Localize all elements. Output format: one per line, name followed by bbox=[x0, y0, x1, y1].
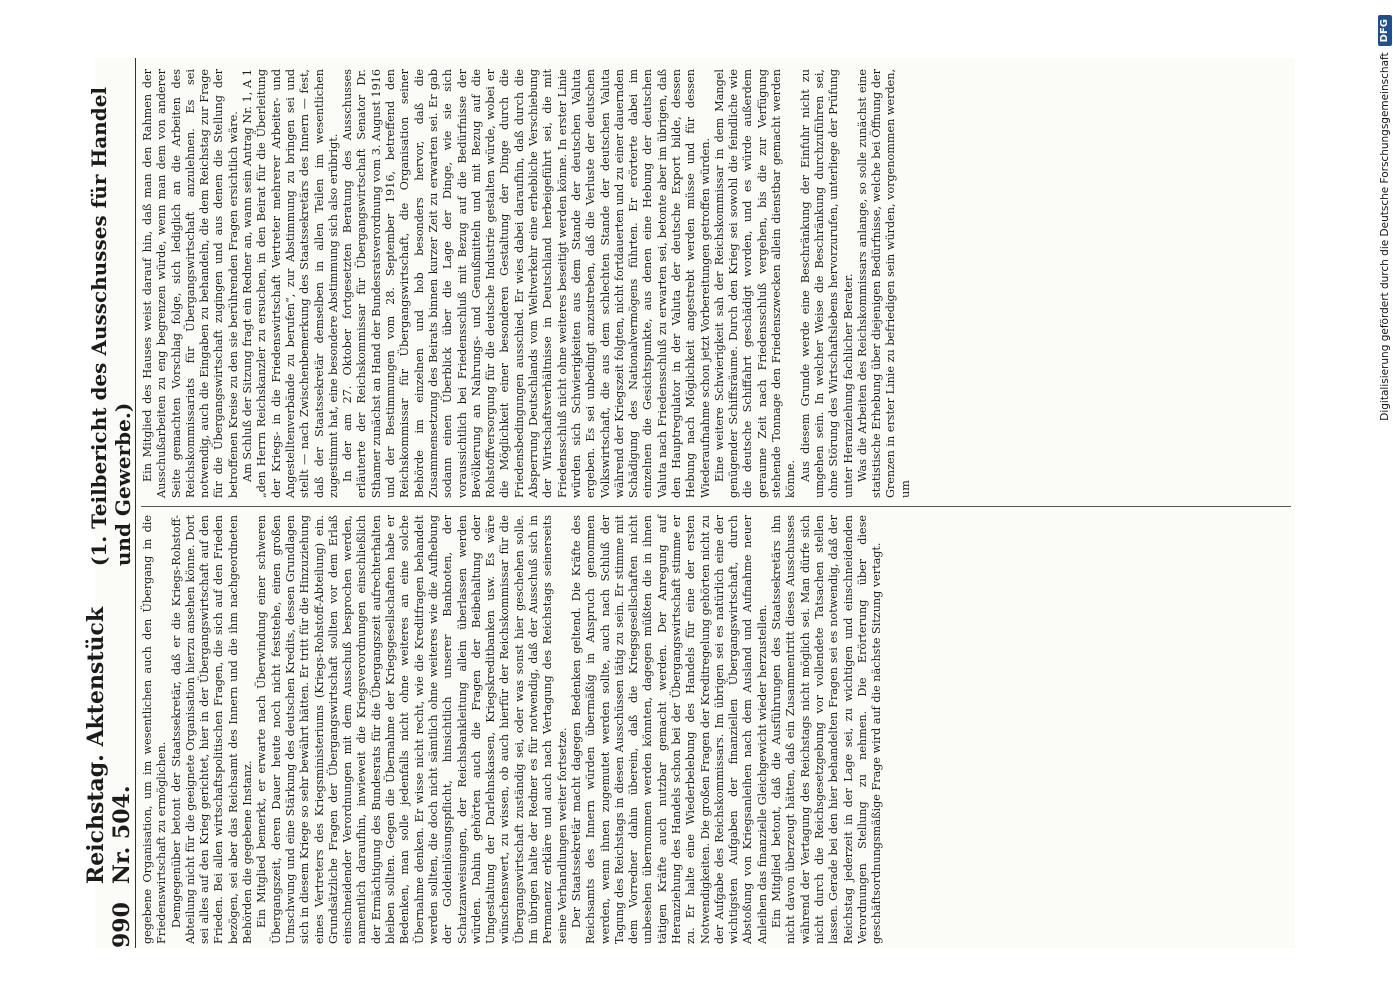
paragraph: Aus diesem Grunde werde eine Beschränkung der Einfuhr nicht zu umgehen sein. In welcher Weise die Beschränkung durchzuführen sei, ohne Störung des Wirtschaftslebens hervorzurufen, unterliege der Prüfung unter Heranziehung fachlicher Berater. bbox=[798, 69, 855, 498]
journal-title: Reichstag. Aktenstück Nr. 504. bbox=[83, 606, 135, 885]
column-divider bbox=[141, 506, 1291, 507]
rotated-document-page bbox=[83, 58, 1295, 948]
paragraph: Was die Arbeiten des Reichskommissars anlange, so solle zunächst eine statistische Erhebung über diejenigen Bedürfnisse, welche bei Öffnung der Grenzen in erster Linie zu befriedigen sein würden, vorgenommen werden, um bbox=[855, 69, 912, 498]
paragraph: Ein Mitglied bemerkt, er erwarte nach Überwindung einer schweren Übergangszeit, deren Dauer heute noch nicht feststehe, einen großen Umschwung und eine Stärkung des deutschen Kredits, dessen Grundlagen sich in diesem Kriege so sehr bewährt hätten. Er tritt für die Hinzuziehung eines Vertreters des Kriegsministeriums (Kriegs-Rohstoff-Abteilung) ein. Grundsätzliche Fragen der Übergangswirtschaft sollten vor dem Erlaß einschneidender Verordnungen mit dem Ausschuß besprochen werden, namentlich daraufhin, inwieweit die Kriegsverordnungen einschließlich der Ermächtigung des Bundesrats für die Übergangszeit aufrechterhalten bleiben sollten. Gegen die Übernahme der Kriegsgesellschaften habe er Bedenken, man solle jedenfalls nicht ohne weiteres an eine solche Übernahme denken. Er wisse nicht recht, wie die Kreditfragen behandelt werden sollten, die doch nicht sämtlich ohne weiteres wie die Aufhebung der Goldeinlösungspflicht, hinsichtlich unserer Banknoten, der Schatzanweisungen, der Reichsbankleitung allein überlassen werden würden. Dahin gehörten auch die Fragen der Beibehaltung oder Umgestaltung der Darlehnskassen, Kriegskreditbanken usw. Es wäre wünschenswert, zu wissen, ob auch hierfür der Reichskommissar für die Übergangswirtschaft zuständig sei, oder was sonst hier geschehen solle. Im übrigen halte der Redner es für notwendig, daß der Ausschuß sich in Permanenz erkläre und auch nach Vertagung des Reichstags seinerseits seine Verhandlungen weiter fortsetze. bbox=[255, 515, 569, 944]
left-column bbox=[141, 511, 1291, 948]
page-number: 990 bbox=[109, 902, 135, 948]
paragraph: Der Staatssekretär macht dagegen Bedenken geltend. Die Kräfte des Reichsamts des Innern würden übermäßig in Anspruch genommen werden, wenn ihnen zugemutet werden sollte, auch nach Schluß der Tagung des Reichstags in diesen Ausschüssen tätig zu sein. Er stimme mit dem Vorredner dahin überein, daß die Kriegsgesellschaften nicht unbesehen übernommen werden könnten, dagegen müßten die in ihnen tätigen Kräfte auch nutzbar gemacht werden. Der Anregung auf Heranziehung des Handels schon bei der Übergangswirtschaft stimme er zu. Er halte eine Wiederbelebung des Handels für eine der ersten Notwendigkeiten. Die großen Fragen der Kreditregelung gehörten nicht zu der Aufgabe des Reichskommissars. Im übrigen sei es natürlich eine der wichtigsten Aufgaben der finanziellen Übergangswirtschaft, durch Abstoßung von Kriegsanleihen nach dem Ausland und Aufnahme neuer Anleihen das finanzielle Gleichgewicht wieder herzustellen. bbox=[569, 515, 769, 944]
text-columns bbox=[141, 58, 1291, 948]
paragraph: In der am 27. Oktober fortgesetzten Beratung des Ausschusses erläuterte der Reichskommissar für Übergangswirtschaft Senator Dr. Sthamer zunächst an Hand der Bundesratsverordnung vom 3. August 1916 und der Bestimmungen vom 28. September 1916, betreffend den Reichskommissar für Übergangswirtschaft, die Organisation seiner Behörde im einzelnen und hob besonders hervor, daß die Zusammensetzung des Beirats binnen kurzer Zeit zu erwarten sei. Er gab sodann einen Überblick über die Lage der Dinge, wie sie sich voraussichtlich bei Friedensschluß mit Bezug auf die Bedürfnisse der Bevölkerung an Nahrungs- und Genußmitteln und mit Bezug auf die Rohstoffversorgung für die deutsche Industrie gestalten würde, wobei er die Möglichkeit einer besonderen Gestaltung der Dinge durch die Friedensbedingungen ausschied. Er wies dabei daraufhin, daß durch die Absperrung Deutschlands vom Weltverkehr eine erhebliche Verschiebung der Wirtschaftsverhältnisse in Deutschland herbeigeführt sei, die mit Friedensschluß nicht ohne weiteres beseitigt werden könne. In erster Linie würden sich Schwierigkeiten aus dem Stande der deutschen Valuta ergeben. Es sei unbedingt anzustreben, daß die Verluste der deutschen Volkswirtschaft, die aus dem schlechten Stande der deutschen Valuta während der Kriegszeit folgten, nicht fortdauerten und zu einer dauernden Schädigung des Nationalvermögens führten. Er erörterte dabei im einzelnen die Gesichtspunkte, aus denen eine Hebung der deutschen Valuta nach Friedensschluß zu erwarten sei, betonte aber im übrigen, daß den Hauptregulator in der Valuta der deutsche Export bilde, dessen Hebung nach Möglichkeit angestrebt werden müsse und für dessen Wiederaufnahme schon jetzt Vorbereitungen getroffen würden. bbox=[341, 69, 712, 498]
paragraph: Demgegenüber betont der Staatssekretär, daß er die Kriegs-Rohstoff-Abteilung nicht für die geeignete Organisation hierzu ansehen könne. Dort sei alles auf den Krieg gerichtet, hier in der Übergangswirtschaft auf den Frieden. Bei allen wirtschaftspolitischen Fragen, die sich auf den Frieden bezögen, sei aber das Reichsamt des Innern und die ihm nachgeordneten Behörden die gegebene Instanz. bbox=[169, 515, 255, 944]
paragraph: Ein Mitglied betont, daß die Ausführungen des Staatssekretärs ihn nicht davon überzeugt hätten, daß ein Zusammentritt dieses Ausschusses während der Vertagung des Reichstags nicht möglich sei. Man dürfe sich nicht durch die Reichsgesetzgebung vor vollendete Tatsachen stellen lassen. Gerade bei den hier behandelten Fragen sei es notwendig, daß der Reichstag jederzeit in der Lage sei, zu wichtigen und einschneidenden Verordnungen Stellung zu nehmen. Die Erörterung über diese geschäftsordnungsmäßige Frage wird auf die nächste Sitzung vertagt. bbox=[770, 515, 884, 944]
right-column bbox=[141, 65, 1291, 502]
report-subtitle: (1. Teilbericht des Ausschusses für Handel und Gewerbe.) bbox=[87, 86, 135, 567]
paragraph: Ein Mitglied des Hauses weist darauf hin, daß man den Rahmen der Ausschußarbeiten zu eng begrenzen würde, wenn man dem von anderer Seite gemachten Vorschlag folge, sich lediglich an die Arbeiten des Reichskommissariats für Übergangswirtschaft anzulehnen. Es sei notwendig, auch die Eingaben zu behandeln, die dem Reichstag zur Frage für die Übergangswirtschaft zugingen und aus denen die Stellung der betroffenen Kreise zu den sie berührenden Fragen ersichtlich wäre. bbox=[141, 69, 240, 498]
paragraph: Eine weitere Schwierigkeit sah der Reichskommissar in dem Mangel genügender Schiffsräume. Durch den Krieg sei sowohl die feindliche wie die deutsche Schiffahrt geschädigt worden, und es würde außerdem geraume Zeit nach Friedensschluß vergehen, bis die zur Verfügung stehende Tonnage den Friedenszwecken allein dienstbar gemacht werden könne. bbox=[712, 69, 798, 498]
credit-text: Digitalisierung gefördert durch die Deutsche Forschungsgemeinschaft bbox=[1379, 52, 1391, 421]
paragraph: gegebene Organisation, um im wesentlichen auch den Übergang in die Friedenswirtschaft zu ermöglichen. bbox=[141, 515, 169, 944]
page-header bbox=[83, 58, 136, 948]
paragraph: Am Schluß der Sitzung fragt ein Redner an, wann sein Antrag Nr. 1, A 1 „den Herrn Reichskanzler zu ersuchen, in den Beirat für die Überleitung der Kriegs- in die Friedenswirtschaft Vertreter mehrerer Arbeiter- und Angestelltenverbände zu berufen“, zur Abstimmung zu bringen sei und stellt — nach Zwischenbemerkung des Staatssekretärs des Innern — fest, daß der Staatssekretär demselben in allen Teilen im wesentlichen zugestimmt hat, eine besondere Abstimmung sich also erübrigt. bbox=[241, 69, 340, 498]
dfg-logo: DFG bbox=[1378, 15, 1392, 46]
digitization-credit bbox=[1377, 15, 1393, 955]
